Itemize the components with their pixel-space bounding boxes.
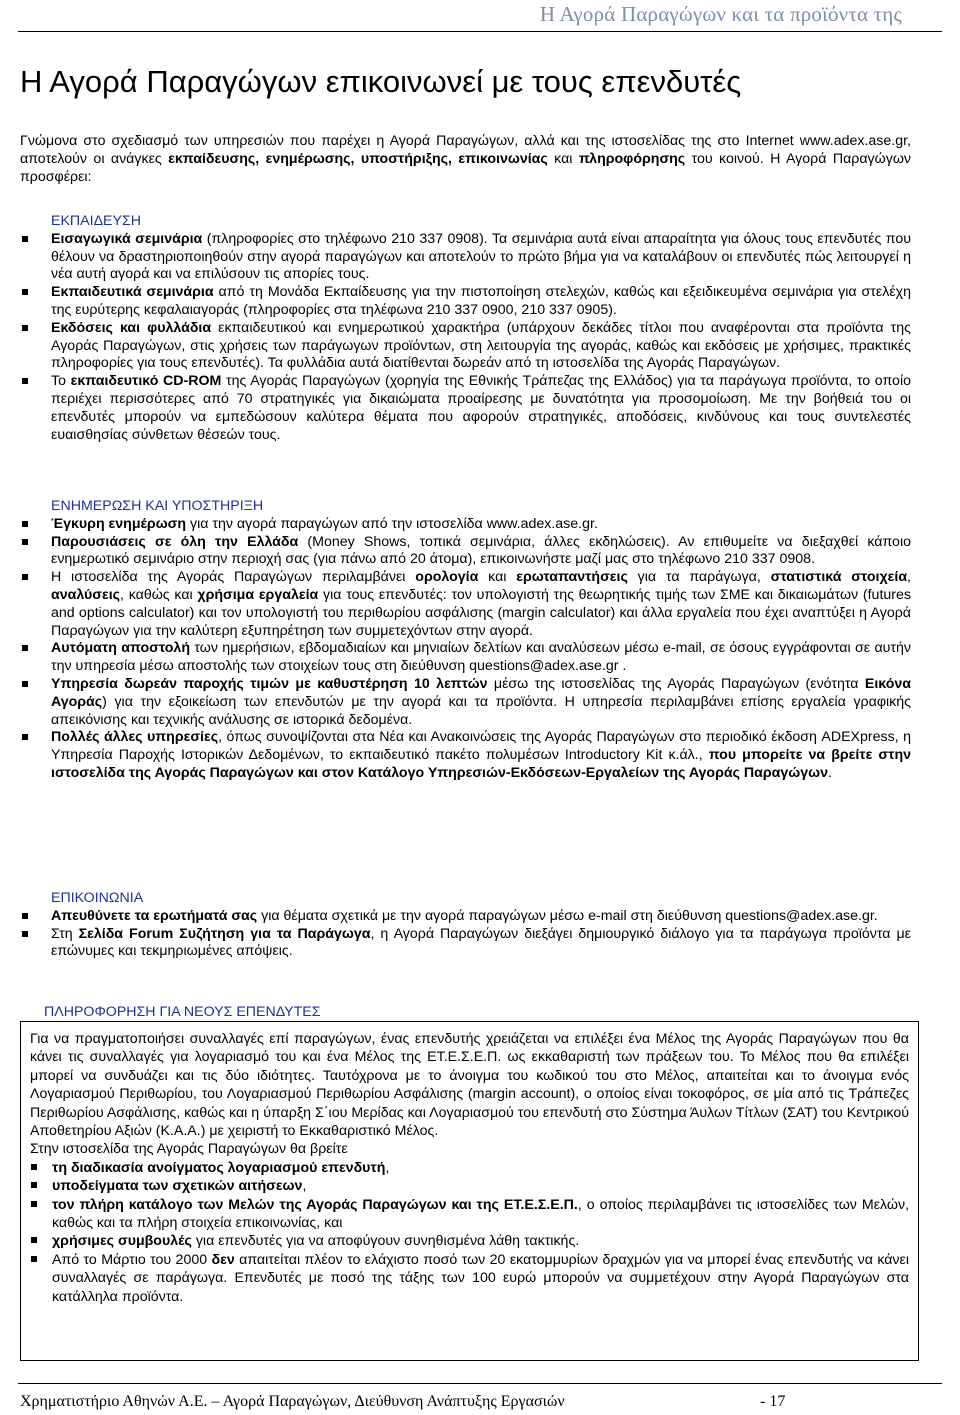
list-item: Από το Μάρτιο του 2000 δεν απαιτείται πλέον το ελάχιστο ποσό των 20 εκατομμυρίων δραχμών για να μπορεί ένας επενδυτής να κάνει συναλλαγές σε παράγωγα. Επενδυτές με ποσό της τάξης των 100 ευρώ μπορούν να συμμετέχουν στην Αγορά Παραγώγων στα κατάλληλα προϊόντα. xyxy=(30,1251,909,1306)
page-number: - 17 xyxy=(760,1393,786,1410)
footer-text: Χρηματιστήριο Αθηνών Α.Ε. – Αγορά Παραγώγων, Διεύθυνση Ανάπτυξης Εργασιών xyxy=(20,1393,565,1410)
list-item: Παρουσιάσεις σε όλη την Ελλάδα (Money Shows, τοπικά σεμινάρια, άλλες εκδηλώσεις). Αν επιθυμείτε να διεξαχθεί κάποιο ενημερωτικό σεμινάριο στην περιοχή σας (για πάνω από 20 άτομα), επικοινωνήστε μαζί μας στο τηλέφωνο 210 337 0908. xyxy=(20,534,911,570)
education-section xyxy=(20,213,911,444)
list-item: τη διαδικασία ανοίγματος λογαριασμού επενδυτή, xyxy=(30,1159,909,1177)
list-item: Αυτόματη αποστολή των ημερήσιων, εβδομαδιαίων και μηνιαίων δελτίων και αναλύσεων μέσω e-mail, σε όσους εγγράφονται σε αυτήν την υπηρεσία μέσω αποστολής των στοιχείων τους στη διεύθυνση questions@adex.ase.gr . xyxy=(20,640,911,676)
communication-heading: ΕΠΙΚΟΙΝΩΝΙΑ xyxy=(51,890,144,906)
new-investors-lead: Στην ιστοσελίδα της Αγοράς Παραγώγων θα βρείτε xyxy=(30,1141,348,1158)
list-item: Το εκπαιδευτικό CD-ROM της Αγοράς Παραγώγων (χορηγία της Εθνικής Τράπεζας της Ελλάδος) για τα παράγωγα προϊόντα, το οποίο περιέχει περισσότερες από 70 στρατηγικές για δικαιώματα προαίρεσης με δυνατότητα για προσομοίωση. Με την βοήθειά του οι επενδυτές μπορούν να εμπεδώσουν καλύτερα θέματα που αφορούν στρατηγικές, αποδόσεις, κινδύνους και τους συντελεστές ευαισθησίας σύνθετων θέσεών τους. xyxy=(20,373,911,444)
list-item: Η ιστοσελίδα της Αγοράς Παραγώγων περιλαμβάνει ορολογία και ερωταπαντήσεις για τα παράγωγα, στατιστικά στοιχεία, αναλύσεις, καθώς και χρήσιμα εργαλεία για τους επενδυτές: τον υπολογιστή της θεωρητικής τιμής των ΣΜΕ και δικαιωμάτων (futures and options calculator) και τον υπολογιστή του περιθωρίου ασφάλισης (margin calculator) και άλλα εργαλεία που έχει αναπτύξει η Αγορά Παραγώγων για την καλύτερη εξυπηρέτηση των συμμετεχόντων στην αγορά. xyxy=(20,569,911,640)
list-item: Εισαγωγικά σεμινάρια (πληροφορίες στο τηλέφωνο 210 337 0908). Τα σεμινάρια αυτά είναι απαραίτητα για όλους τους επενδυτές που θέλουν να δραστηριοποιηθούν στην αγορά παραγώγων και αποτελούν το πρώτο βήμα για να καταλάβουν οι επενδυτές πώς λειτουργεί η νέα αυτή αγορά και να επιλύσουν τις απορίες τους. xyxy=(20,231,911,284)
list-item: χρήσιμες συμβουλές για επενδυτές για να αποφύγουν συνηθισμένα λάθη τακτικής. xyxy=(30,1232,909,1250)
running-header: Η Αγορά Παραγώγων και τα προϊόντα της xyxy=(539,2,902,26)
new-investors-box xyxy=(20,1021,919,1361)
communication-section xyxy=(20,890,911,961)
intro-paragraph: Γνώμονα στο σχεδιασμό των υπηρεσιών που παρέχει η Αγορά Παραγώγων, αλλά και της ιστοσελίδας της στο Internet www.adex.ase.gr, αποτελούν οι ανάγκες εκπαίδευσης, ενημέρωσης, υποστήριξης, επικοινωνίας και πληροφόρησης του κοινού. Η Αγορά Παραγώγων προσφέρει: xyxy=(20,133,911,185)
list-item: Πολλές άλλες υπηρεσίες, όπως συνοψίζονται στα Νέα και Ανακοινώσεις της Αγοράς Παραγώγων στο περιοδικό έκδοση ADEXpress, η Υπηρεσία Παροχής Ιστορικών Δεδομένων, το εκπαιδευτικό πακέτο πολυμέσων Introductory Kit κ.άλ., που μπορείτε να βρείτε στην ιστοσελίδα της Αγοράς Παραγώγων και στον Κατάλογο Υπηρεσιών-Εκδόσεων-Εργαλείων της Αγοράς Παραγώγων. xyxy=(20,729,911,782)
list-item: υποδείγματα των σχετικών αιτήσεων, xyxy=(30,1177,909,1195)
header-rule xyxy=(18,31,942,32)
new-investors-heading: ΠΛΗΡΟΦΟΡΗΣΗ ΓΙΑ ΝΕΟΥΣ ΕΠΕΝΔΥΤΕΣ xyxy=(44,1004,321,1020)
footer xyxy=(20,1393,786,1411)
list-item: Εκδόσεις και φυλλάδια εκπαιδευτικού και ενημερωτικού χαρακτήρα (υπάρχουν δεκάδες τίτλοι που αναφέρονται στα προϊόντα της Αγοράς Παραγώγων, στις χρήσεις των παράγωγων προϊόντων, στη λειτουργία της αγοράς, καθώς και εκδόσεις με χρήσιμες, πρακτικές πληροφορίες για τους επενδυτές). Τα φυλλάδια αυτά διατίθενται δωρεάν από τη ιστοσελίδα της Αγοράς Παραγώγων. xyxy=(20,320,911,373)
list-item: Εκπαιδευτικά σεμινάρια από τη Μονάδα Εκπαίδευσης για την πιστοποίηση στελεχών, καθώς και εξειδικευμένα σεμινάρια για στελέχη της ευρύτερης κεφαλαιαγοράς (πληροφορίες στα τηλέφωνα 210 337 0900, 210 337 0905). xyxy=(20,284,911,320)
new-investors-paragraph: Για να πραγματοποιήσει συναλλαγές επί παραγώγων, ένας επενδυτής χρειάζεται να επιλέξει ένα Μέλος της Αγοράς Παραγώγων που θα κάνει τις συναλλαγές για λογαριασμό του και ένα Μέλος της ΕΤ.Ε.Σ.Ε.Π. ως εκκαθαριστή των πράξεων του. Το Μέλος που θα επιλέξει μπορεί να συνδυάζει και τις δύο ιδιότητες. Ταυτόχρονα με το άνοιγμα του κωδικού του στο Μέλος, απαιτείται και το άνοιγμα ενός Λογαριασμού Περιθωρίου, του Λογαριασμού Περιθωρίου Ασφάλισης (margin account), ο οποίος είναι τοκοφόρος, σε μία από τις Τράπεζες Περιθωρίου Ασφάλισης, καθώς και η ύπαρξη Σ΄ιου Μερίδας και Λογαριασμού του επενδυτή στο Σύστημα Άυλων Τίτλων (ΣΑΤ) του Κεντρικού Αποθετηρίου Αξιών (Κ.Α.Α.) με χειριστή το Εκκαθαριστικό Μέλος. xyxy=(30,1031,909,1140)
footer-rule xyxy=(18,1383,942,1384)
support-section xyxy=(20,498,911,783)
list-item: Έγκυρη ενημέρωση για την αγορά παραγώγων από την ιστοσελίδα www.adex.ase.gr. xyxy=(20,516,911,534)
list-item: τον πλήρη κατάλογο των Μελών της Αγοράς Παραγώγων και της ΕΤ.Ε.Σ.Ε.Π., ο οποίος περιλαμβάνει τις ιστοσελίδες των Μελών, καθώς και τα πλήρη στοιχεία επικοινωνίας, και xyxy=(30,1196,909,1233)
page-title: Η Αγορά Παραγώγων επικοινωνεί με τους επενδυτές xyxy=(20,64,742,99)
list-item: Απευθύνετε τα ερωτήματά σας για θέματα σχετικά με την αγορά παραγώγων μέσω e-mail στη διεύθυνση questions@adex.ase.gr. xyxy=(20,908,911,926)
education-heading: ΕΚΠΑΙΔΕΥΣΗ xyxy=(51,213,141,229)
support-heading: ΕΝΗΜΕΡΩΣΗ ΚΑΙ ΥΠΟΣΤΗΡΙΞΗ xyxy=(51,498,264,514)
list-item: Στη Σελίδα Forum Συζήτηση για τα Παράγωγα, η Αγορά Παραγώγων διεξάγει δημιουργικό διάλογο για τα παράγωγα προϊόντα με επώνυμες και τεκμηριωμένες απόψεις. xyxy=(20,926,911,962)
list-item: Υπηρεσία δωρεάν παροχής τιμών με καθυστέρηση 10 λεπτών μέσω της ιστοσελίδας της Αγοράς Παραγώγων (ενότητα Εικόνα Αγοράς) για την εξοικείωση των επενδυτών με την αγορά και τα προϊόντα. Η υπηρεσία περιλαμβάνει επίσης εργαλεία γραφικής απεικόνισης και τεχνικής ανάλυσης σε ιστορικά δεδομένα. xyxy=(20,676,911,729)
